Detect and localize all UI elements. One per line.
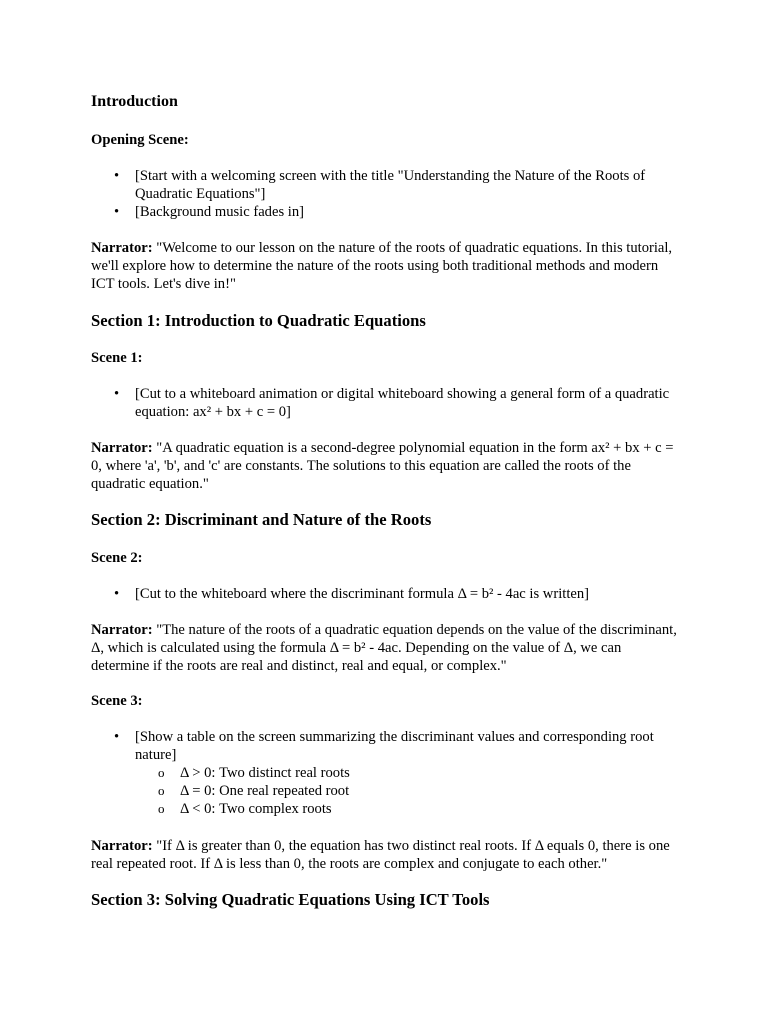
introduction-heading: Introduction [91,93,178,110]
narrator-paragraph [91,837,681,873]
narrator-text: "The nature of the roots of a quadratic equation depends on the value of the discriminant, Δ, which is calculated using the formula Δ = b² - 4ac. Depending on the value of Δ, we can determine if the roots are real and distinct, real and equal, or complex." [91,622,677,674]
list-item: • [Cut to a whiteboard animation or digital whiteboard showing a general form of a quadratic equation: ax² + bx + c = 0] [91,385,681,421]
opening-scene-label: Opening Scene: [91,132,189,148]
scene-2-list [91,585,681,603]
scene-1-list [91,385,681,421]
scene-1-label: Scene 1: [91,350,143,366]
list-item: • [Start with a welcoming screen with the title "Understanding the Nature of the Roots of Quadratic Equations"] [91,167,681,203]
section-3-heading: Section 3: Solving Quadratic Equations Using ICT Tools [91,890,490,909]
opening-scene-list [91,167,681,221]
narrator-text: "If Δ is greater than 0, the equation has two distinct real roots. If Δ equals 0, there is one real repeated root. If Δ is less than 0, the roots are complex and conjugate to each other." [91,838,670,872]
scene-2-label: Scene 2: [91,550,143,566]
sub-list-item: o Δ < 0: Two complex roots [135,800,681,818]
narrator-paragraph [91,239,681,293]
narrator-text: "Welcome to our lesson on the nature of the roots of quadratic equations. In this tutorial, we'll explore how to determine the nature of the roots using both traditional methods and modern ICT tools. Let's dive in!" [91,240,673,292]
list-item [91,728,681,818]
scene-3-list [91,728,681,818]
section-1-heading: Section 1: Introduction to Quadratic Equations [91,311,426,330]
narrator-text: "A quadratic equation is a second-degree polynomial equation in the form ax² + bx + c = 0, where 'a', 'b', and 'c' are constants. The solutions to this equation are called the roots of the quadratic equation." [91,440,674,492]
narrator-label: Narrator: [91,622,153,638]
sub-list-item: o Δ > 0: Two distinct real roots [135,764,681,782]
narrator-paragraph [91,621,681,675]
sub-list-item: o Δ = 0: One real repeated root [135,782,681,800]
list-item-text: [Show a table on the screen summarizing the discriminant values and corresponding root nature] [135,729,654,763]
discriminant-cases-list [135,764,681,818]
list-item: • [Cut to the whiteboard where the discriminant formula Δ = b² - 4ac is written] [91,585,681,603]
list-item: • [Background music fades in] [91,203,681,221]
narrator-label: Narrator: [91,240,153,256]
scene-3-label: Scene 3: [91,693,143,709]
section-2-heading: Section 2: Discriminant and Nature of the Roots [91,510,432,529]
narrator-paragraph [91,439,681,493]
narrator-label: Narrator: [91,440,153,456]
narrator-label: Narrator: [91,838,153,854]
